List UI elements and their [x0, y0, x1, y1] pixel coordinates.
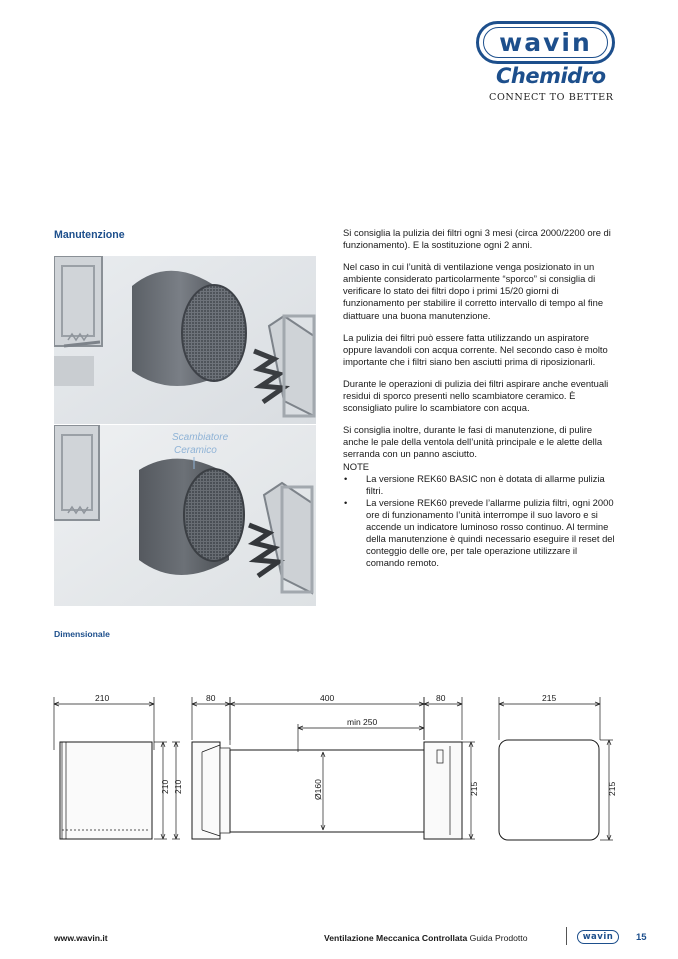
dim-grille-depth: 80: [206, 693, 216, 703]
note-list: [343, 473, 618, 570]
brand-tagline: CONNECT TO BETTER: [489, 92, 614, 103]
bullet: •: [344, 496, 348, 508]
note-label: NOTE: [343, 460, 370, 472]
maintenance-paragraph: Nel caso in cui l’unità di ventilazione venga posizionato in un ambiente considerato particolarmente “sporco” si consiglia di verificare lo stato dei filtri dopo i primi 15/20 giorni di funzionamento per stabilire il corretto intervallo di tempo al fine diattuare una buona manutenzione.: [343, 261, 604, 321]
footer-divider: [566, 927, 567, 945]
maintenance-paragraph: La pulizia dei filtri può essere fatta utilizzando un aspiratore oppure lavandoli con acqua corrente. Nel secondo caso è molto importante che i filtri siano ben asciutti prima di riposizionarli.: [343, 331, 608, 367]
chemidro-logo: Chemidro: [496, 64, 606, 88]
page-number: 15: [636, 932, 647, 943]
filter-photo-2: [54, 425, 316, 606]
maintenance-paragraph: Si consiglia la pulizia dei filtri ogni 3 mesi (circa 2000/2200 ore di funzionamento). E la sostituzione ogni 2 anni.: [343, 227, 611, 251]
dim-cover-height: 215: [607, 781, 617, 796]
dim-duct-length: 400: [320, 693, 335, 703]
maintenance-text: [343, 227, 618, 569]
dim-duct-min: min 250: [347, 717, 378, 727]
wavin-logo: [476, 21, 615, 64]
dim-unit-depth: 80: [436, 693, 446, 703]
dim-front-width: 210: [95, 693, 110, 703]
dim-cover-width: 215: [542, 693, 557, 703]
dimensions-title: Dimensionale: [54, 629, 110, 639]
footer-wavin-logo: wavin: [577, 930, 619, 944]
ceramic-label-line2: Ceramico: [174, 445, 217, 456]
maintenance-paragraph: Si consiglia inoltre, durante le fasi di manutenzione, di pulire anche le pale della ventola dell’unità principale e le alette della serranda con un panno asciutto.: [343, 424, 603, 460]
ceramic-label-line1: Scambiatore: [172, 432, 229, 443]
note-item: • La versione REK60 BASIC non è dotata di allarme pulizia filtri.: [344, 472, 605, 496]
note-item: • La versione REK60 prevede l’allarme pulizia filtri, ogni 2000 ore di funzionamento l’unità interrompe il suo lavoro e si accende un indicatore luminoso rosso continuo. Al termine della manutenzione è quindi necessario eseguire il reset del conteggio delle ore, per tale operazione utilizzare il comando remoto.: [344, 496, 615, 569]
maintenance-title: Manutenzione: [54, 229, 125, 241]
dim-duct-diameter: Ø160: [313, 779, 323, 800]
footer-doc-title: Ventilazione Meccanica Controllata Guida Prodotto: [324, 933, 528, 943]
footer-website[interactable]: www.wavin.it: [54, 933, 108, 943]
dimension-drawing: [40, 690, 630, 850]
dim-front-height: 210: [160, 779, 170, 794]
maintenance-paragraph: Durante le operazioni di pulizia dei filtri aspirare anche eventuali residui di sporco presenti nello scambiatore ceramico. È sconsigliato pulire lo scambiatore con acqua.: [343, 377, 609, 414]
wavin-logo-text: wavin: [483, 27, 608, 58]
dim-unit-height: 215: [469, 781, 479, 796]
dim-side-height: 210: [173, 779, 183, 794]
bullet: •: [344, 472, 348, 484]
filter-photo-1: [54, 256, 316, 424]
